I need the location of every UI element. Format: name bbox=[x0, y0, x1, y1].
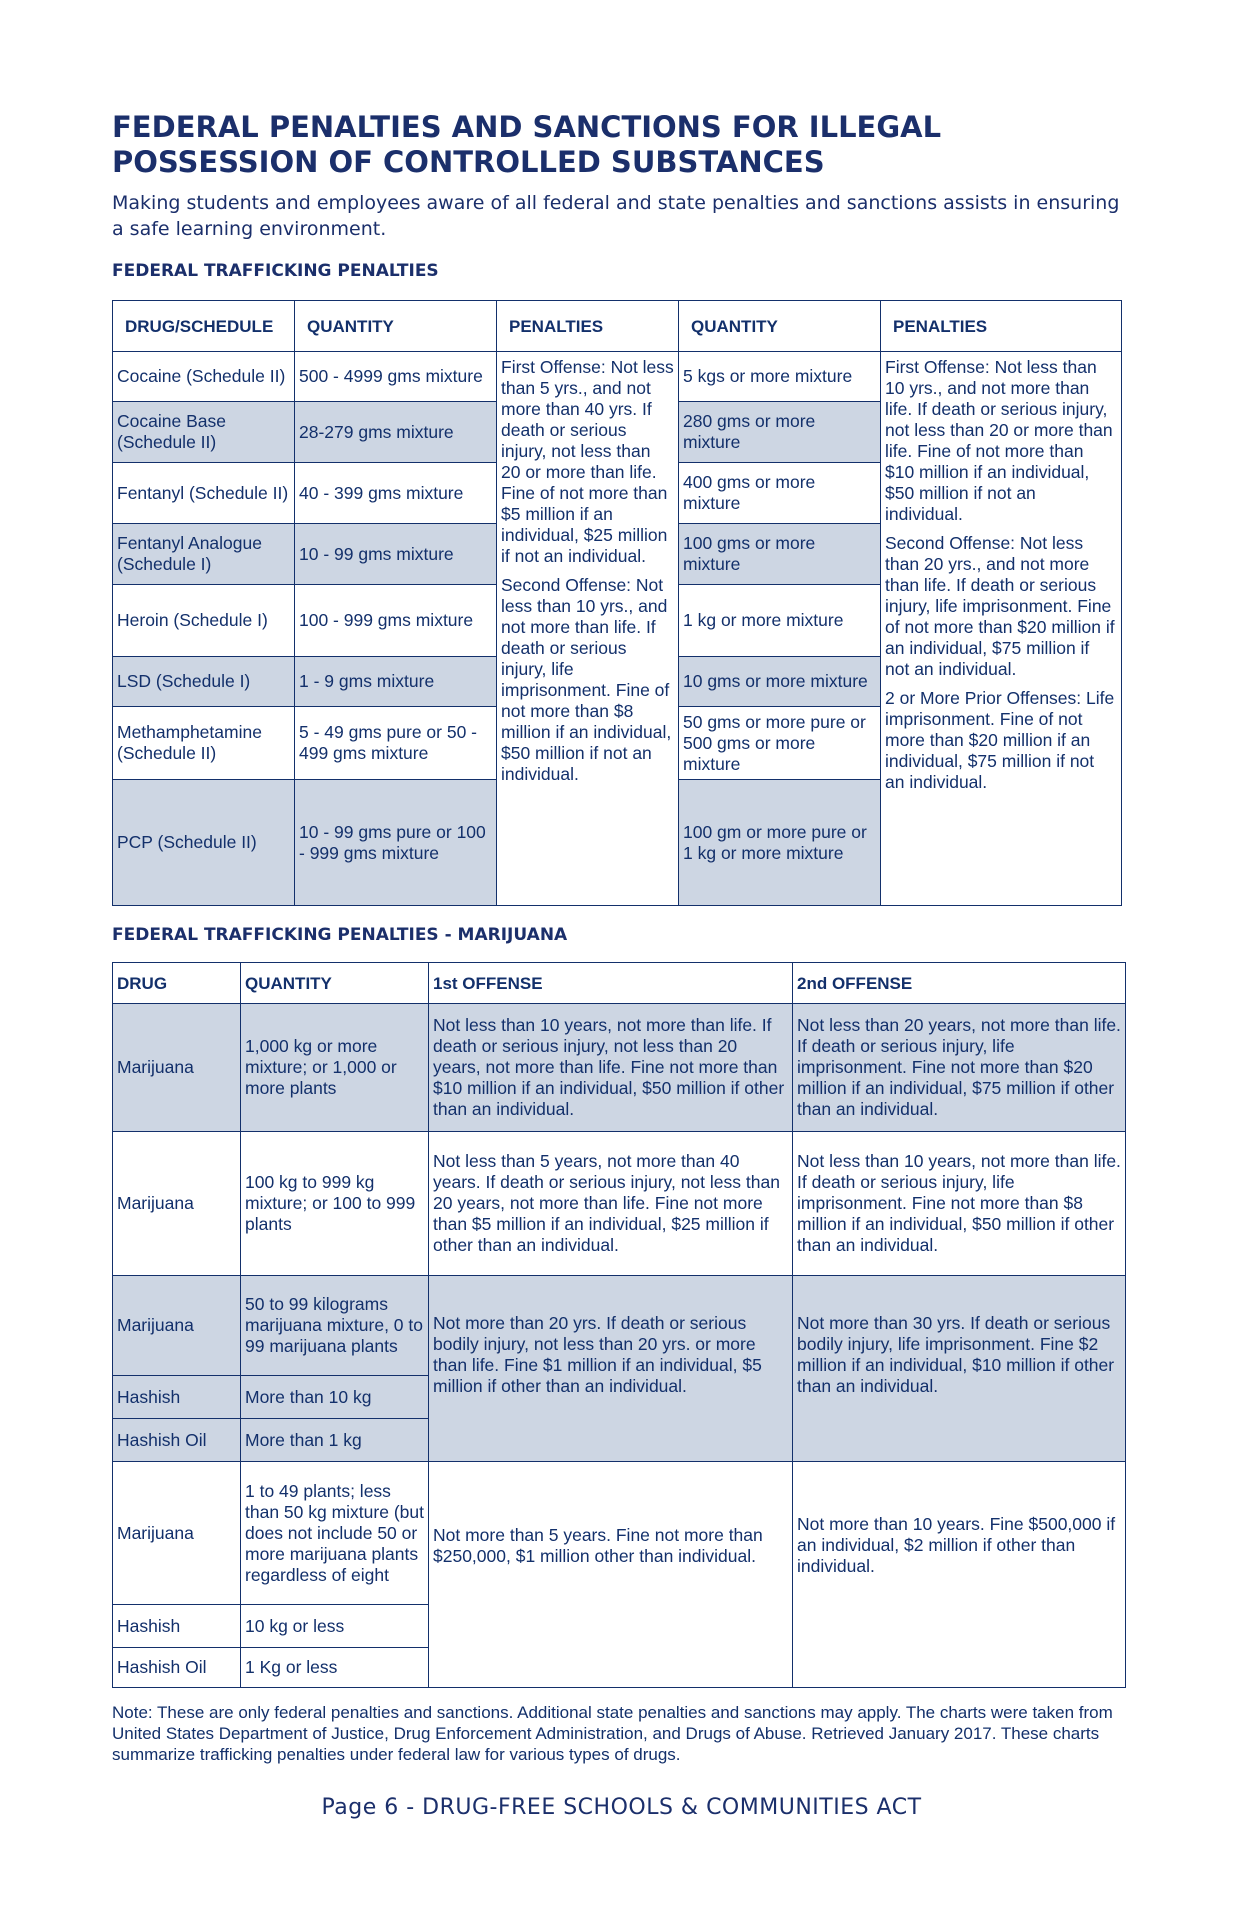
second-offense-cell: Not more than 10 years. Fine $500,000 if an individual, $2 million if other than individual. bbox=[793, 1462, 1126, 1688]
quantity-cell: More than 1 kg bbox=[241, 1419, 429, 1462]
first-offense-text: First Offense: Not less than 5 yrs., and not more than 40 yrs. If death or serious injury, not less than 20 or more than life. Fine of not more than $5 million if an individual, $25 million if not an individual. bbox=[501, 357, 674, 566]
quantity-cell: 5 - 49 gms pure or 50 - 499 gms mixture bbox=[295, 707, 497, 780]
drug-cell: Marijuana bbox=[113, 1276, 241, 1376]
drug-cell: Hashish bbox=[113, 1376, 241, 1419]
second-offense-text: Second Offense: Not less than 20 yrs., and not more than life. If death or serious injury, life imprisonment. Fine of not more than $20 million if an individual, $75 million if not an individual. bbox=[885, 533, 1115, 679]
column-header: QUANTITY bbox=[679, 301, 881, 352]
column-header: PENALTIES bbox=[497, 301, 679, 352]
drug-cell: Hashish Oil bbox=[113, 1419, 241, 1462]
page-footer: Page 6 - DRUG-FREE SCHOOLS & COMMUNITIES ACT bbox=[321, 1795, 922, 1820]
column-header: QUANTITY bbox=[241, 963, 429, 1004]
table-header-row bbox=[113, 963, 1126, 1004]
quantity-cell: 100 gms or more mixture bbox=[679, 524, 881, 585]
table-row bbox=[113, 1004, 1126, 1132]
penalty-column-2 bbox=[881, 352, 1122, 906]
column-header: 1st OFFENSE bbox=[429, 963, 793, 1004]
quantity-cell: 1,000 kg or more mixture; or 1,000 or more plants bbox=[241, 1004, 429, 1132]
table-row bbox=[113, 1132, 1126, 1276]
quantity-cell: 50 gms or more pure or 500 gms or more mixture bbox=[679, 707, 881, 780]
drug-cell: Hashish bbox=[113, 1605, 241, 1648]
quantity-cell: 100 kg to 999 kg mixture; or 100 to 999 plants bbox=[241, 1132, 429, 1276]
quantity-cell: 1 - 9 gms mixture bbox=[295, 657, 497, 707]
prior-offenses-text: 2 or More Prior Offenses: Life imprisonment. Fine of not more than $20 million if an individual, $75 million if not an individual. bbox=[885, 688, 1115, 792]
second-offense-cell: Not less than 10 years, not more than life. If death or serious injury, life imprisonment. Fine not more than $8 million if an individual, $50 million if other than an individual. bbox=[793, 1132, 1126, 1276]
table-row bbox=[113, 1276, 1126, 1376]
quantity-cell: More than 10 kg bbox=[241, 1376, 429, 1419]
document-page bbox=[112, 110, 1127, 1765]
drug-cell: Marijuana bbox=[113, 1004, 241, 1132]
trafficking-table bbox=[112, 300, 1122, 906]
first-offense-text: First Offense: Not less than 10 yrs., and not more than life. If death or serious injury, not less than 20 or more than life. Fine of not more than $10 million if an individual, $50 million if not an individual. bbox=[885, 357, 1113, 524]
penalty-column-1 bbox=[497, 352, 679, 906]
drug-cell: PCP (Schedule II) bbox=[113, 780, 295, 906]
drug-cell: Methamphetamine (Schedule II) bbox=[113, 707, 295, 780]
table-header-row bbox=[113, 301, 1122, 352]
quantity-cell: 1 kg or more mixture bbox=[679, 585, 881, 657]
first-offense-cell: Not more than 5 years. Fine not more than $250,000, $1 million other than individual. bbox=[429, 1462, 793, 1688]
intro-text: Making students and employees aware of all federal and state penalties and sanctions assists in ensuring a safe learning environment. bbox=[112, 192, 1120, 240]
second-offense-cell: Not less than 20 years, not more than life. If death or serious injury, life imprisonment. Fine not more than $20 million if an individual, $75 million if other than an individual. bbox=[793, 1004, 1126, 1132]
drug-cell: Hashish Oil bbox=[113, 1648, 241, 1688]
quantity-cell: 280 gms or more mixture bbox=[679, 402, 881, 463]
drug-cell: Cocaine Base (Schedule II) bbox=[113, 402, 295, 463]
page-title: FEDERAL PENALTIES AND SANCTIONS FOR ILLEGAL POSSESSION OF CONTROLLED SUBSTANCES bbox=[112, 110, 942, 179]
quantity-cell: 400 gms or more mixture bbox=[679, 463, 881, 524]
drug-cell: Marijuana bbox=[113, 1462, 241, 1605]
drug-cell: LSD (Schedule I) bbox=[113, 657, 295, 707]
marijuana-heading: FEDERAL TRAFFICKING PENALTIES - MARIJUANA bbox=[112, 925, 568, 945]
quantity-cell: 40 - 399 gms mixture bbox=[295, 463, 497, 524]
quantity-cell: 10 gms or more mixture bbox=[679, 657, 881, 707]
quantity-cell: 10 - 99 gms pure or 100 - 999 gms mixture bbox=[295, 780, 497, 906]
trafficking-heading: FEDERAL TRAFFICKING PENALTIES bbox=[112, 261, 439, 281]
marijuana-table bbox=[112, 962, 1126, 1688]
quantity-cell: 28-279 gms mixture bbox=[295, 402, 497, 463]
first-offense-cell: Not less than 5 years, not more than 40 years. If death or serious injury, not less than 20 years, not more than life. Fine not more than $5 million if an individual, $25 million if other than an individual. bbox=[429, 1132, 793, 1276]
quantity-cell: 100 gm or more pure or 1 kg or more mixture bbox=[679, 780, 881, 906]
first-offense-cell: Not more than 20 yrs. If death or serious bodily injury, not less than 20 yrs. or more than life. Fine $1 million if an individual, $5 million if other than an individual. bbox=[429, 1276, 793, 1462]
quantity-cell: 1 Kg or less bbox=[241, 1648, 429, 1688]
drug-cell: Marijuana bbox=[113, 1132, 241, 1276]
quantity-cell: 100 - 999 gms mixture bbox=[295, 585, 497, 657]
drug-cell: Cocaine (Schedule II) bbox=[113, 352, 295, 402]
drug-cell: Fentanyl Analogue (Schedule I) bbox=[113, 524, 295, 585]
second-offense-cell: Not more than 30 yrs. If death or serious bodily injury, life imprisonment. Fine $2 million if an individual, $10 million if other than an individual. bbox=[793, 1276, 1126, 1462]
column-header: 2nd OFFENSE bbox=[793, 963, 1126, 1004]
second-offense-text: Second Offense: Not less than 10 yrs., and not more than life. If death or serious injury, life imprisonment. Fine of not more than $8 million if an individual, $50 million if not an individual. bbox=[501, 575, 672, 784]
quantity-cell: 500 - 4999 gms mixture bbox=[295, 352, 497, 402]
quantity-cell: 5 kgs or more mixture bbox=[679, 352, 881, 402]
table-row bbox=[113, 1462, 1126, 1605]
quantity-cell: 10 - 99 gms mixture bbox=[295, 524, 497, 585]
first-offense-cell: Not less than 10 years, not more than life. If death or serious injury, not less than 20 years, not more than life. Fine not more than $10 million if an individual, $50 million if other than an individual. bbox=[429, 1004, 793, 1132]
drug-cell: Heroin (Schedule I) bbox=[113, 585, 295, 657]
quantity-cell: 10 kg or less bbox=[241, 1605, 429, 1648]
footnote: Note: These are only federal penalties and sanctions. Additional state penalties and sanctions may apply. The charts were taken from United States Department of Justice, Drug Enforcement Administration, and Drugs of Abuse. Retrieved January 2017. These charts summarize trafficking penalties under federal law for various types of drugs. bbox=[112, 1703, 1113, 1764]
quantity-cell: 50 to 99 kilograms marijuana mixture, 0 to 99 marijuana plants bbox=[241, 1276, 429, 1376]
column-header: DRUG bbox=[113, 963, 241, 1004]
column-header: PENALTIES bbox=[881, 301, 1122, 352]
column-header: QUANTITY bbox=[295, 301, 497, 352]
drug-cell: Fentanyl (Schedule II) bbox=[113, 463, 295, 524]
quantity-cell: 1 to 49 plants; less than 50 kg mixture (but does not include 50 or more marijuana plants regardless of eight bbox=[241, 1462, 429, 1605]
table-row bbox=[113, 352, 1122, 402]
column-header: DRUG/SCHEDULE bbox=[113, 301, 295, 352]
